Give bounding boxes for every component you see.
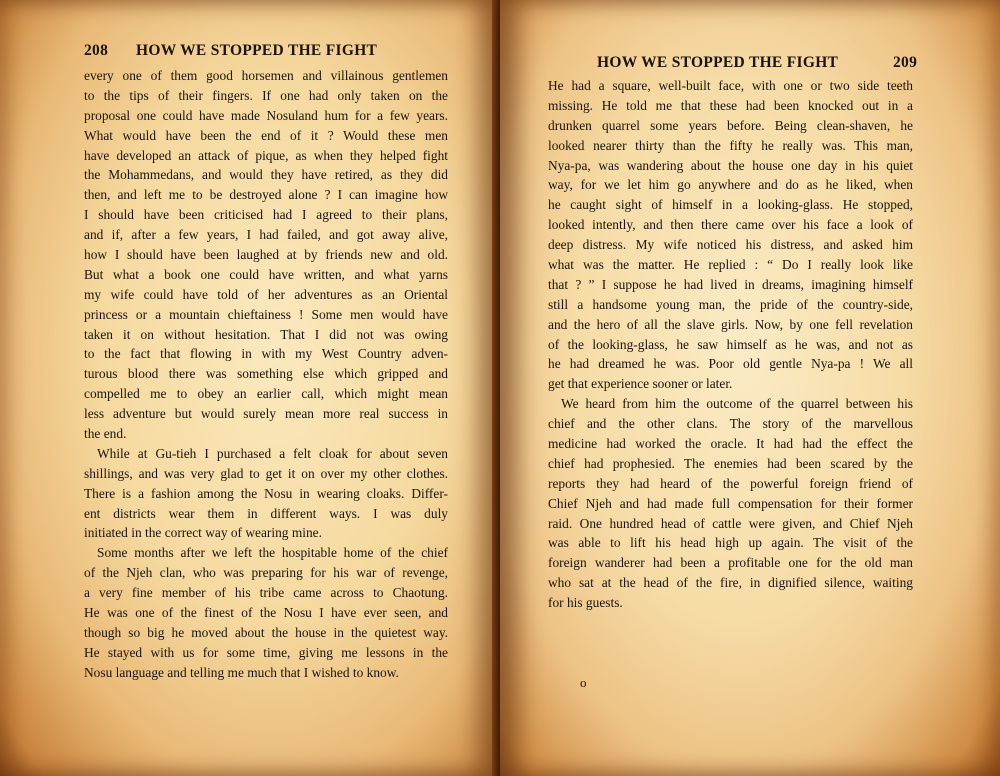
text-line: then, and left me to be destroyed alone ? I can imagine how [84,187,448,203]
text-line: princess or a mountain chieftainess ! Some men would have [84,306,448,322]
text-line: get that experience sooner or later. [548,376,733,392]
text-line: of the looking-glass, he saw himself as he was, and not as [548,336,913,352]
text-line: There is a fashion among the Nosu in wearing cloaks. Differ- [84,485,448,501]
text-line: He had a square, well-built face, with one or two side teeth [548,78,913,93]
text-line: though so big he moved about the house in the quietest way. [84,624,448,640]
right-page [500,0,1000,776]
text-line: What would have been the end of it ? Would these men [84,127,448,143]
left-body-text [84,66,448,683]
text-line: the Mohammedans, and would they have retired, as they did [84,167,448,183]
text-line: raid. One hundred head of cattle were given, and Chief Njeh [548,515,913,531]
text-line: He was one of the finest of the Nosu I have ever seen, and [84,605,448,621]
text-line: he caught sight of himself in a looking-glass. He stopped, [548,197,913,213]
left-page-number: 208 [84,42,109,59]
text-line: Nosu language and telling me much that I wished to know. [84,664,399,680]
text-line: a very fine member of his tribe came across to Chaotung. [84,585,448,601]
text-line: turous blood there was something else which gripped and [84,366,448,382]
text-line: We heard from him the outcome of the quarrel between his [561,396,913,412]
text-line: have developed an attack of pique, as when they helped fight [84,147,448,163]
text-line: He stayed with us for some time, giving me lessons in the [84,644,448,660]
text-line: still a handsome young man, the pride of the country-side, [548,296,913,312]
text-line: he had dreamed he was. Poor old gentle Nya-pa ! We all [548,356,913,372]
right-page-number: 209 [893,54,918,71]
text-line: that ? ” I suppose he had lived in dreams, imagining himself [548,276,913,292]
text-line: less adventure but would surely mean more real success in [84,406,448,422]
text-line: medicine had worked the oracle. It had had the effect the [548,436,913,452]
text-line: chief had prophesied. The enemies had been scared by the [548,455,913,471]
text-line: my wife could have told of her adventures as an Oriental [84,286,448,302]
text-line: compelled me to obey an earlier call, which might mean [84,386,448,402]
text-line: how I should have been laughed at by friends new and old. [84,247,448,263]
text-line: looked intently, and then there came over his face a look of [548,217,913,233]
text-line: But what a book one could have written, and what yarns [84,266,448,282]
folio-mark: o [580,675,587,690]
text-line: chief and the other clans. The story of the marvellous [548,416,913,432]
text-line: proposal one could have made Nosuland hum for a few years. [84,107,448,123]
left-chapter-title: HOW WE STOPPED THE FIGHT [136,42,378,59]
text-line: every one of them good horsemen and villainous gentlemen [84,68,448,83]
text-line: who sat at the head of the fire, in dignified silence, waiting [548,575,913,591]
text-line: reports they had heard of the powerful foreign friend of [548,475,913,491]
text-line: taken it on without hesitation. That I did not was owing [84,326,448,342]
text-line: shillings, and was very glad to get it on over my other clothes. [84,465,448,481]
text-line: and the hero of all the slave girls. Now, by one fell revelation [548,316,913,332]
text-line: Some months after we left the hospitable home of the chief [97,545,448,561]
text-line: what was the matter. He replied : “ Do I really look like [548,257,913,273]
text-line: to the fact that flowing in with my West Country adven- [84,346,448,362]
left-page [0,0,497,776]
text-line: deep distress. My wife noticed his distress, and asked him [548,237,913,253]
text-line: for his guests. [548,595,623,611]
text-line: to the tips of their fingers. If one had only taken on the [84,87,448,103]
text-line: foreign wanderer had been a profitable one for the old man [548,555,913,571]
text-line: drunken quarrel some years before. Being clean-shaven, he [548,117,913,133]
text-line: looked nearer thirty than the fifty he really was. This man, [548,137,913,153]
right-body-text [548,76,913,613]
text-line: ent districts wear them in different ways. I was duly [84,505,448,521]
text-line: way, for we let him go anywhere and do as he liked, when [548,177,913,193]
text-line: Chief Njeh and had made full compensation for their former [548,495,913,511]
right-chapter-title: HOW WE STOPPED THE FIGHT [597,54,839,71]
text-line: was able to lift his head high up again. The visit of the [548,535,913,551]
text-line: I should have been criticised had I agreed to their plans, [84,207,448,223]
text-line: While at Gu-tieh I purchased a felt cloak for about seven [97,445,448,461]
text-line: missing. He told me that these had been knocked out in a [548,97,913,113]
text-line: the end. [84,426,127,442]
text-line: Nya-pa, was wandering about the house one day in his quiet [548,157,913,173]
text-line: of the Njeh clan, who was preparing for his war of revenge, [84,565,448,581]
text-line: and if, after a few years, I had failed, and got away alive, [84,227,448,243]
text-line: initiated in the correct way of wearing mine. [84,525,322,541]
